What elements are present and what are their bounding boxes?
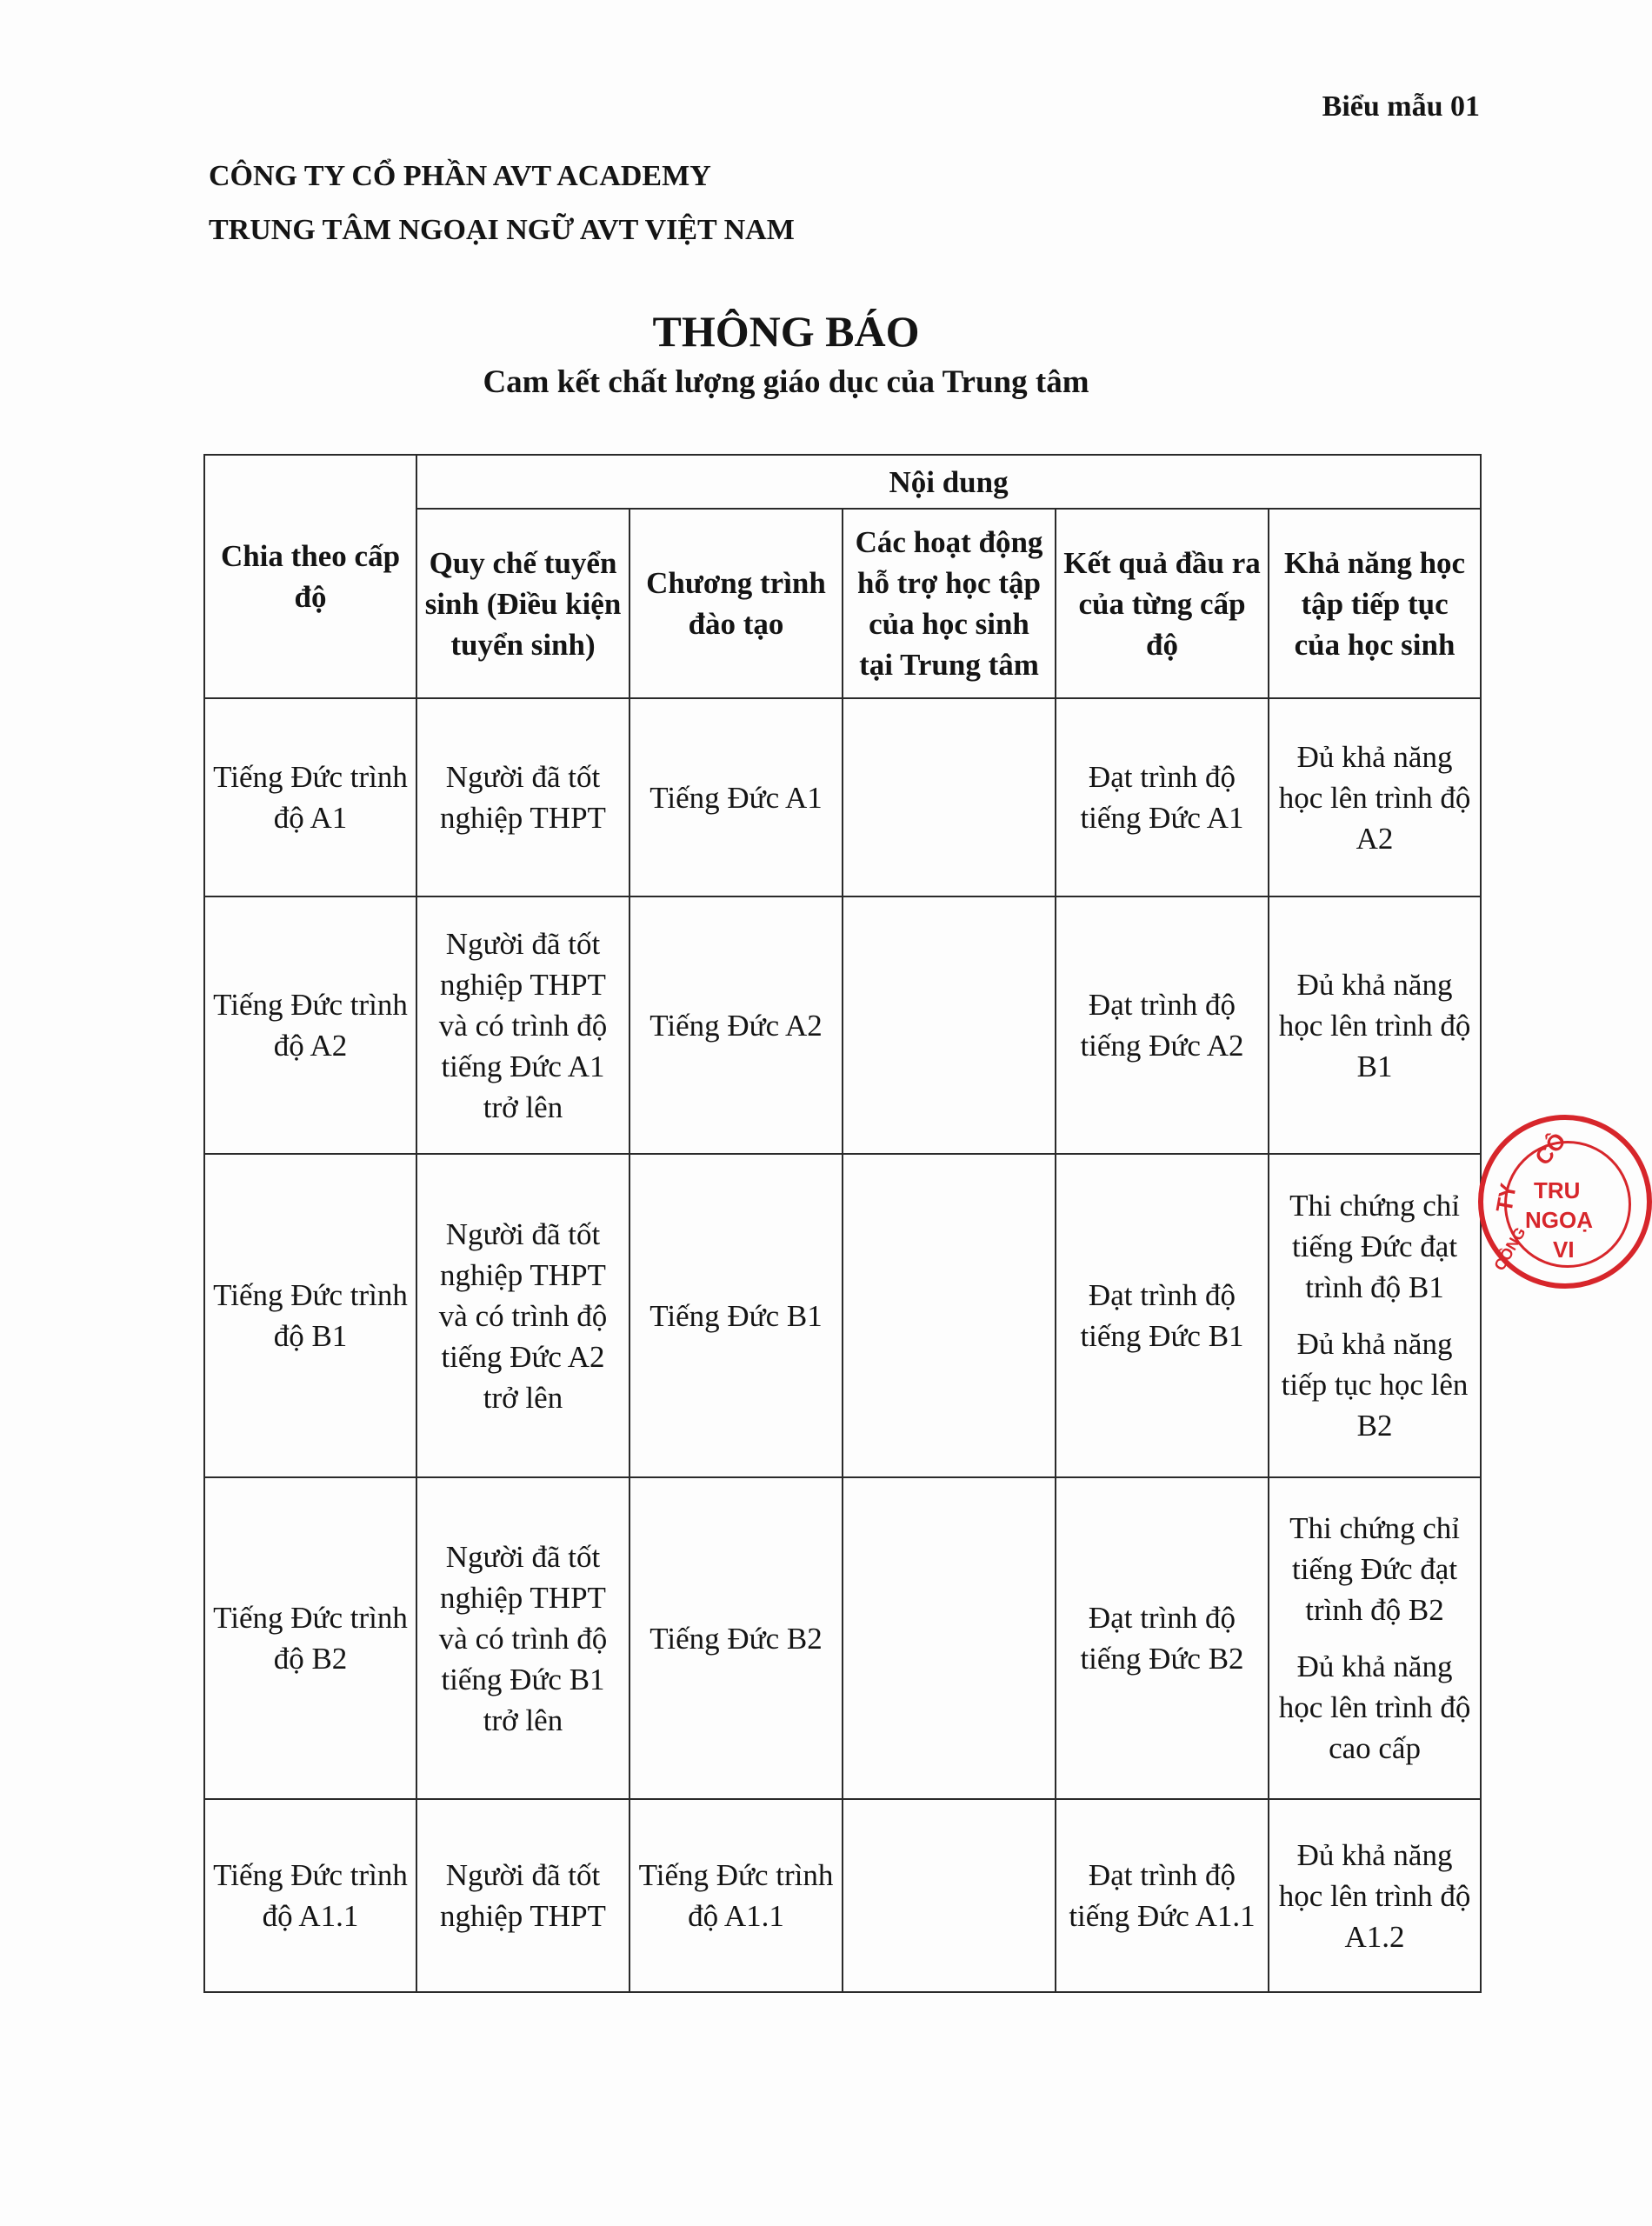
header-level: Chia theo cấp độ <box>204 455 416 698</box>
continuation-text: Đủ khả năng học lên trình độ B1 <box>1278 967 1471 1083</box>
stamp-text: CÔNG <box>1490 1223 1529 1274</box>
cell-level: Tiếng Đức trình độ A2 <box>204 896 416 1154</box>
document-title: THÔNG BÁO <box>652 307 920 356</box>
cell-program: Tiếng Đức trình độ A1.1 <box>629 1799 843 1992</box>
continuation-text: Đủ khả năng học lên trình độ cao cấp <box>1278 1650 1471 1765</box>
cell-level: Tiếng Đức trình độ A1.1 <box>204 1799 416 1992</box>
organization-header <box>209 150 795 257</box>
cell-outcome: Đạt trình độ tiếng Đức B2 <box>1056 1477 1269 1799</box>
table-row <box>204 896 1481 1154</box>
cell-outcome: Đạt trình độ tiếng Đức A1 <box>1056 698 1269 896</box>
continuation-text: Đủ khả năng tiếp tục học lên B2 <box>1281 1327 1469 1443</box>
header-support: Các hoạt động hỗ trợ học tập của học sinh tại Trung tâm <box>843 509 1056 698</box>
cell-admission: Người đã tốt nghiệp THPT <box>416 698 629 896</box>
cell-continuation <box>1269 698 1481 896</box>
cell-program: Tiếng Đức A2 <box>629 896 843 1154</box>
cell-support <box>843 1477 1056 1799</box>
table-row <box>204 698 1481 896</box>
table-row <box>204 1477 1481 1799</box>
header-content: Nội dung <box>416 455 1481 509</box>
stamp-text: NGOẠ <box>1525 1207 1593 1233</box>
cell-continuation <box>1269 896 1481 1154</box>
stamp-text: TY <box>1490 1181 1522 1215</box>
company-name: CÔNG TY CỔ PHẦN AVT ACADEMY <box>209 160 711 192</box>
cell-program: Tiếng Đức B2 <box>629 1477 843 1799</box>
cell-outcome: Đạt trình độ tiếng Đức A1.1 <box>1056 1799 1269 1992</box>
cell-admission: Người đã tốt nghiệp THPT <box>416 1799 629 1992</box>
cell-admission: Người đã tốt nghiệp THPT và có trình độ tiếng Đức B1 trở lên <box>416 1477 629 1799</box>
continuation-text: Thi chứng chỉ tiếng Đức đạt trình độ B1 <box>1289 1189 1460 1304</box>
center-name: TRUNG TÂM NGOẠI NGỮ AVT VIỆT NAM <box>209 214 795 246</box>
table-row <box>204 1154 1481 1477</box>
cell-support <box>843 698 1056 896</box>
header-admission: Quy chế tuyển sinh (Điều kiện tuyển sinh) <box>416 509 629 698</box>
cell-level: Tiếng Đức trình độ B1 <box>204 1154 416 1477</box>
cell-continuation <box>1269 1154 1481 1477</box>
cell-admission: Người đã tốt nghiệp THPT và có trình độ tiếng Đức A2 trở lên <box>416 1154 629 1477</box>
table-row <box>204 1799 1481 1992</box>
cell-outcome: Đạt trình độ tiếng Đức A2 <box>1056 896 1269 1154</box>
cell-program: Tiếng Đức B1 <box>629 1154 843 1477</box>
continuation-text: Đủ khả năng học lên trình độ A2 <box>1278 739 1471 856</box>
cell-admission: Người đã tốt nghiệp THPT và có trình độ tiếng Đức A1 trở lên <box>416 896 629 1154</box>
cell-outcome: Đạt trình độ tiếng Đức B1 <box>1056 1154 1269 1477</box>
continuation-text: Thi chứng chỉ tiếng Đức đạt trình độ B2 <box>1289 1511 1460 1627</box>
cell-continuation <box>1269 1799 1481 1992</box>
continuation-text: Đủ khả năng học lên trình độ A1.2 <box>1278 1837 1471 1954</box>
quality-commitment-table <box>203 454 1482 1993</box>
form-label: Biểu mẫu 01 <box>1322 90 1480 123</box>
cell-support <box>843 1154 1056 1477</box>
cell-level: Tiếng Đức trình độ B2 <box>204 1477 416 1799</box>
company-seal-stamp <box>1478 1115 1652 1289</box>
stamp-text: TRU <box>1534 1177 1581 1203</box>
header-outcome: Kết quả đầu ra của từng cấp độ <box>1056 509 1269 698</box>
header-program: Chương trình đào tạo <box>629 509 843 698</box>
header-continuation: Khả năng học tập tiếp tục của học sinh <box>1269 509 1481 698</box>
cell-support <box>843 1799 1056 1992</box>
document-subtitle: Cam kết chất lượng giáo dục của Trung tâm <box>483 364 1089 400</box>
stamp-text: VI <box>1553 1236 1575 1263</box>
cell-level: Tiếng Đức trình độ A1 <box>204 698 416 896</box>
cell-continuation <box>1269 1477 1481 1799</box>
cell-support <box>843 896 1056 1154</box>
table-header-row <box>204 455 1481 509</box>
cell-program: Tiếng Đức A1 <box>629 698 843 896</box>
stamp-text: CÔ <box>1529 1127 1572 1170</box>
